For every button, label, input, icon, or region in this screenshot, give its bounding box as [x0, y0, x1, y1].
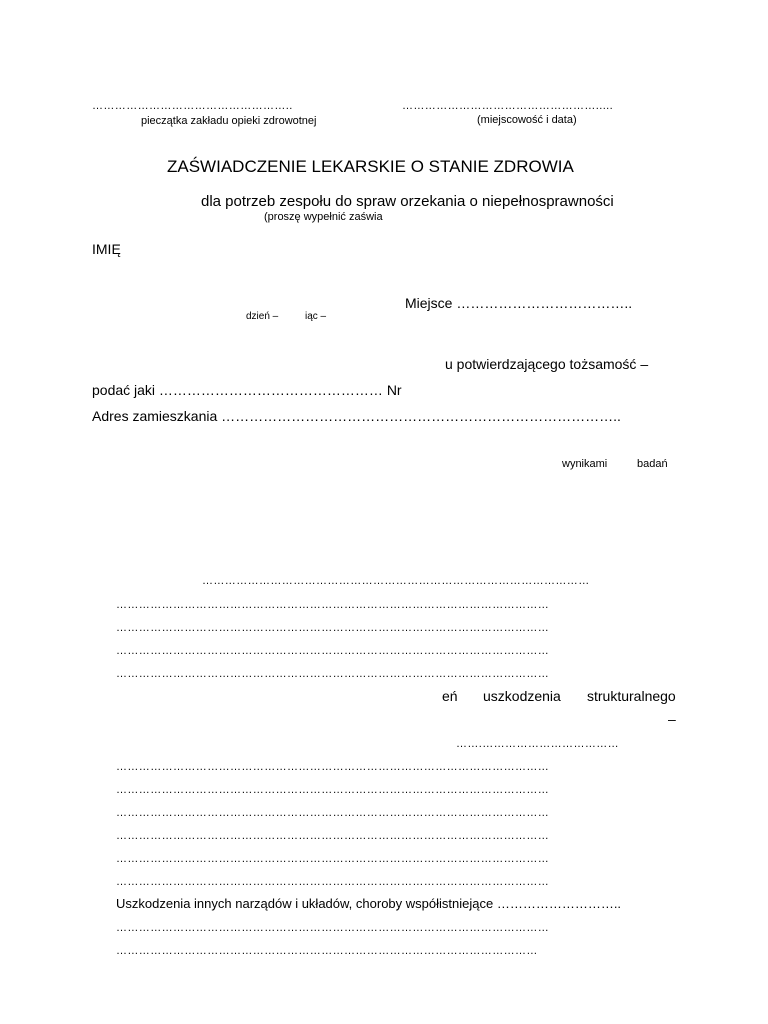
birth-place-field: Miejsce ……………………………….. [405, 295, 633, 311]
dotted-line: …………………………………………………………………………………………………… [116, 922, 550, 934]
dotted-line: ………………………………………………………………………………………… [202, 575, 590, 587]
identity-document-label: u potwierdzającego tożsamość – [445, 356, 649, 372]
dotted-line: …………………………………………………………………………………………………… [116, 668, 550, 680]
subtitle-note: (proszę wypełnić zaświa [264, 211, 383, 223]
document-subtitle: dla potrzeb zespołu do spraw orzekania o niepełnosprawności [201, 193, 614, 210]
place-date-label: (miejscowość i data) [477, 114, 577, 126]
results-word-1: wynikami [562, 458, 608, 470]
dotted-line: …………………………………………………………………………………………………… [116, 622, 550, 634]
stamp-label: pieczątka zakładu opieki zdrowotnej [141, 115, 317, 127]
dotted-line: …………………………………………………………………………………………………… [116, 645, 550, 657]
dotted-line: …………………………………………………………………………………………………… [116, 876, 550, 888]
day-label: dzień – [246, 311, 279, 322]
structural-word-1: eń [442, 688, 458, 704]
address-field: Adres zamieszkania ………………………………………………………………………….. [92, 408, 621, 424]
dotted-line: …………………………………………………………………………………………………… [116, 784, 550, 796]
stamp-dotted-line: …………………………………………….. [92, 100, 293, 112]
results-word-2: badań [637, 458, 668, 470]
dotted-line-short: …….……………………………… [456, 738, 620, 750]
structural-word-2: uszkodzenia [483, 688, 561, 704]
document-title: ZAŚWIADCZENIE LEKARSKIE O STANIE ZDROWIA [167, 157, 574, 176]
dotted-line: …………………………………………………………………………………………………… [116, 853, 550, 865]
name-label: IMIĘ [92, 241, 121, 257]
structural-dash: – [668, 711, 676, 727]
month-label: iąc – [305, 311, 327, 322]
place-date-dotted-line: ……………………………………………..... [402, 100, 614, 112]
dotted-line: ………………………………………………………………………………………………… [116, 945, 538, 957]
dotted-line: …………………………………………………………………………………………………… [116, 599, 550, 611]
structural-word-3: strukturalnego [587, 688, 676, 704]
document-type-field: podać jaki ………………………………………… Nr [92, 382, 402, 398]
dotted-line: …………………………………………………………………………………………………… [116, 807, 550, 819]
dotted-line: …………………………………………………………………………………………………… [116, 761, 550, 773]
other-organs-label: Uszkodzenia innych narządów i układów, choroby współistniejące ……………………….. [116, 896, 622, 911]
dotted-line: …………………………………………………………………………………………………… [116, 830, 550, 842]
